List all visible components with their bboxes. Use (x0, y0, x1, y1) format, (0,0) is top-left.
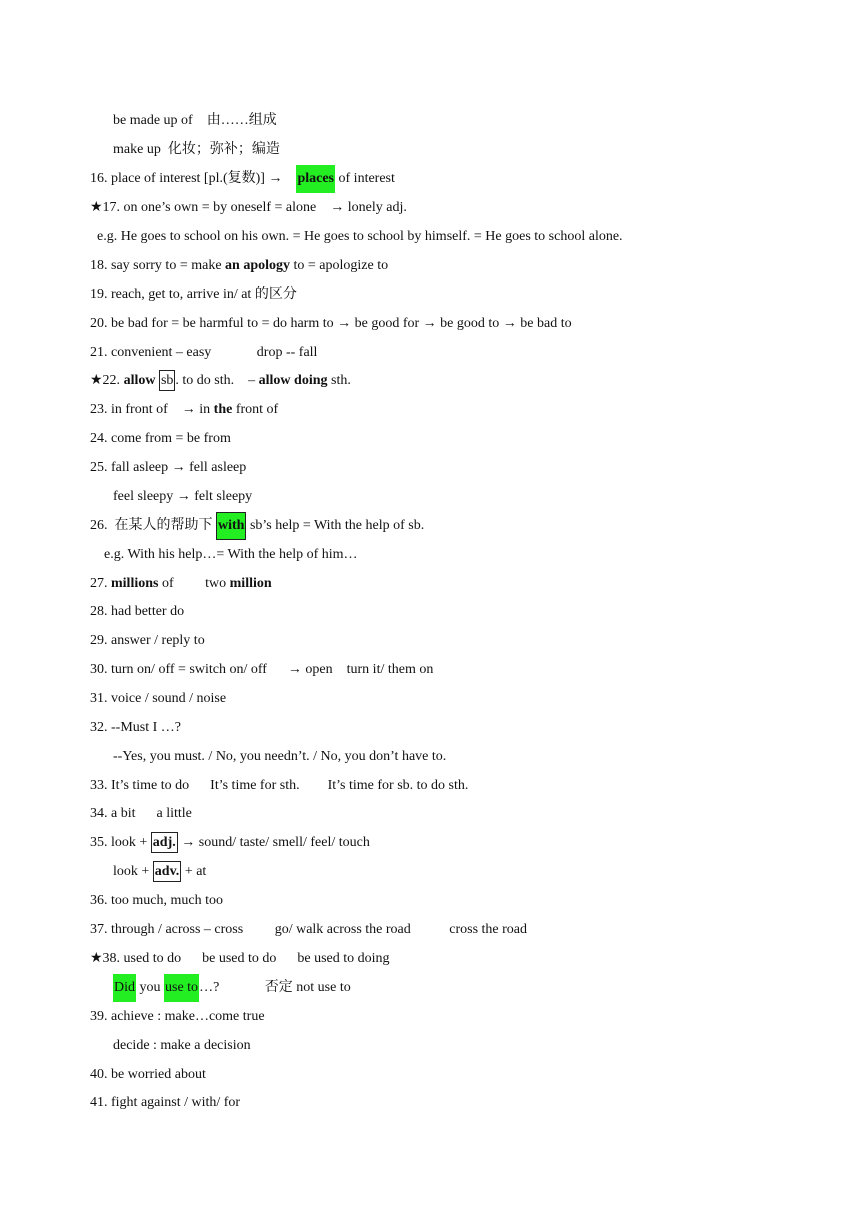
highlighted-word: Did (113, 974, 136, 1002)
item-29 (90, 632, 205, 650)
line-answer-32 (113, 748, 446, 766)
item-23 (90, 401, 278, 419)
line-feel-sleepy (113, 488, 252, 506)
item-40 (90, 1066, 206, 1084)
text: 33. It’s time to do It’s time for sth. It’s time for sb. to do sth. (90, 778, 469, 793)
bold-text: allow doing (258, 373, 328, 388)
text: 21. convenient – easy drop -- fall (90, 345, 318, 360)
example-17 (97, 228, 623, 246)
text: → sound/ taste/ smell/ feel/ touch (177, 835, 370, 850)
text: 18. say sorry to = make (90, 258, 226, 273)
item-26 (90, 517, 424, 535)
text: ★38. used to do be used to do be used to doing (90, 951, 390, 966)
highlighted-boxed-word: with (216, 512, 246, 540)
text: decide : make a decision (113, 1038, 251, 1053)
item-34 (90, 805, 192, 823)
item-22 (90, 372, 351, 390)
bold-text: million (229, 576, 272, 591)
text: 28. had better do (90, 604, 185, 619)
item-27 (90, 575, 272, 593)
text: 39. achieve : make…come true (90, 1009, 265, 1024)
item-30 (90, 661, 433, 679)
boxed-word: sb (159, 370, 175, 391)
text: 35. look + (90, 835, 151, 850)
item-19 (90, 286, 297, 304)
text: 24. come from = be from (90, 431, 231, 446)
text: --Yes, you must. / No, you needn’t. / No, you don’t have to. (113, 749, 447, 764)
text: + at (181, 864, 207, 879)
text: ★22. (90, 373, 124, 388)
text: of two (158, 576, 230, 591)
highlighted-word: places (296, 165, 335, 193)
item-37 (90, 921, 527, 939)
text: be made up of 由……组成 (113, 113, 277, 128)
text: …? 否定 not use to (199, 980, 351, 995)
item-36 (90, 892, 223, 910)
text: 19. reach, get to, arrive in/ at 的区分 (90, 287, 297, 302)
item-17 (90, 199, 407, 217)
text: sb’s help = With the help of sb. (246, 518, 425, 533)
item-32 (90, 719, 181, 737)
item-35 (90, 834, 370, 852)
text: you (136, 980, 164, 995)
boxed-word: adv. (153, 861, 182, 882)
boxed-word: adj. (151, 832, 178, 853)
line-make-up (113, 141, 280, 159)
text: look + (113, 864, 153, 879)
text: 23. in front of → in (90, 402, 214, 417)
item-16 (90, 170, 395, 188)
item-31 (90, 690, 226, 708)
text: 32. --Must I …? (90, 720, 181, 735)
highlighted-word: use to (164, 974, 199, 1002)
line-did-you-use-to (113, 979, 351, 997)
line-decide (113, 1037, 251, 1055)
text: . to do sth. – (175, 373, 259, 388)
text: 31. voice / sound / noise (90, 691, 227, 706)
bold-text: allow (123, 373, 156, 388)
text: 16. place of interest [pl.(复数)] → (90, 171, 297, 186)
item-28 (90, 603, 184, 621)
item-21 (90, 344, 317, 362)
item-18 (90, 257, 388, 275)
line-be-made-up-of (113, 112, 277, 130)
bold-text: an apology (225, 258, 291, 273)
line-look-adv (113, 863, 206, 881)
text: 26. 在某人的帮助下 (90, 518, 216, 533)
text: make up 化妆；弥补；编造 (113, 142, 280, 157)
text: 41. fight against / with/ for (90, 1095, 241, 1110)
item-33 (90, 777, 468, 795)
example-26 (104, 546, 358, 564)
text: e.g. With his help…= With the help of him… (104, 547, 358, 562)
item-38 (90, 950, 390, 968)
item-25 (90, 459, 246, 477)
text: 36. too much, much too (90, 893, 223, 908)
text: sth. (327, 373, 351, 388)
text: 37. through / across – cross go/ walk across the road cross the road (90, 922, 528, 937)
text: 20. be bad for = be harmful to = do harm to → be good for → be good to → be bad to (90, 316, 572, 331)
item-24 (90, 430, 231, 448)
text: 34. a bit a little (90, 806, 192, 821)
text: to = apologize to (290, 258, 389, 273)
text: front of (232, 402, 279, 417)
item-20 (90, 315, 572, 333)
text: 30. turn on/ off = switch on/ off → open turn it/ them on (90, 662, 434, 677)
text: 25. fall asleep → fell asleep (90, 460, 247, 475)
text: 40. be worried about (90, 1067, 206, 1082)
text: 29. answer / reply to (90, 633, 205, 648)
item-39 (90, 1008, 265, 1026)
bold-text: millions (111, 576, 159, 591)
bold-text: the (213, 402, 233, 417)
text: 27. (90, 576, 111, 591)
text: feel sleepy → felt sleepy (113, 489, 253, 504)
item-41 (90, 1094, 240, 1112)
text: of interest (335, 171, 395, 186)
text: ★17. on one’s own = by oneself = alone → lonely adj. (90, 200, 407, 215)
text: e.g. He goes to school on his own. = He goes to school by himself. = He goes to school alone. (97, 229, 623, 244)
